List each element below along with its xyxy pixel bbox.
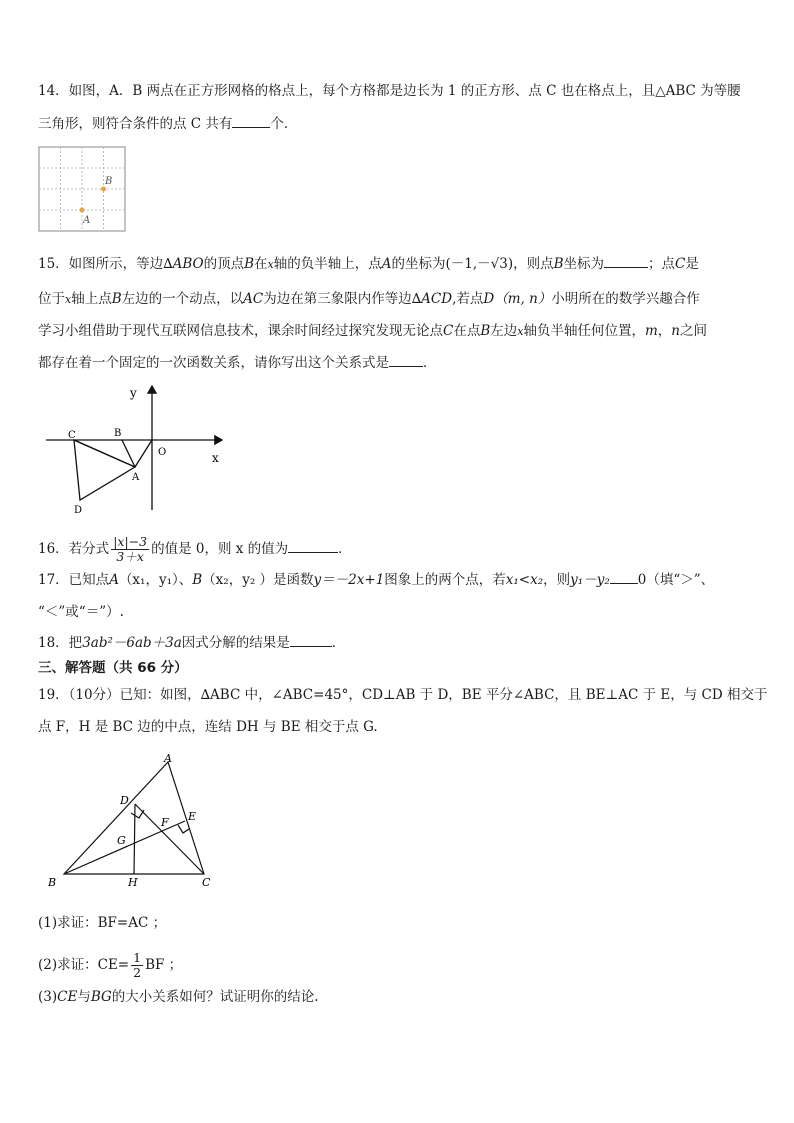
label-d: D [120, 794, 129, 807]
q15-blank-relation [389, 354, 423, 367]
q17-line1: 17．已知点A（x₁，y₁）、B（x₂，y₂ ）是函数y＝－2x+1图象上的两个点，若x₁<x₂，则y₁－y₂ 0（填“＞”、 [38, 572, 715, 588]
q15-line3: 学习小组借助于现代互联网信息技术，课余时间经过探究发现无论点C在点B左边x轴负半轴任何位置，m，n之间 [38, 323, 707, 339]
q17-line2: “＜”或“＝”）. [38, 604, 124, 620]
q19-part1: (1)求证：BF=AC ； [38, 915, 167, 931]
q15-blank-b [604, 255, 648, 268]
label-a: A [83, 215, 91, 226]
q14-text3: 个． [270, 116, 298, 132]
q19-line2: 点 F，H 是 BC 边的中点，连结 DH 与 BE 相交于点 G. [38, 719, 378, 735]
q14-line1 [38, 82, 741, 100]
q16-line: 16．若分式 $\frac{|x|-3}{3+x}$ 的值是 0，则 x 的值为 ． [38, 534, 352, 564]
label-c: C [202, 876, 211, 889]
q14-text2: 三角形，则符合条件的点 C 共有 [38, 116, 233, 132]
label-o: O [158, 447, 167, 458]
q14-line2 [38, 115, 297, 133]
point-a [80, 208, 85, 213]
label-b: B [48, 876, 57, 889]
q17-blank [610, 571, 638, 584]
q19-half-fraction: $\frac{1}{2}$ [133, 950, 142, 980]
triangle-abo [74, 440, 152, 467]
label-x: x [212, 451, 219, 465]
q14-answer-blank [232, 115, 270, 128]
section-heading: 三、解答题（共 66 分） [38, 660, 188, 676]
right-angle-e [178, 825, 189, 833]
label-a: A [132, 472, 140, 483]
q16-blank [288, 540, 338, 553]
label-y: y [130, 386, 137, 400]
label-d: D [74, 505, 83, 515]
label-c: C [68, 430, 76, 441]
label-b: B [105, 176, 113, 187]
q15-line1: 15．如图所示，等边∆ABO的顶点B在x轴的负半轴上，点A的坐标为(－1,－√3)，则点B坐标为 ；点C是 [38, 256, 699, 272]
q19-part3: (3)CE与BG的大小关系如何？试证明你的结论. [38, 989, 319, 1005]
label-f: F [161, 816, 169, 829]
point-b [101, 187, 106, 192]
label-h: H [128, 876, 138, 889]
label-e: E [188, 810, 197, 823]
q19-line1: 19．（10分）已知：如图，∆ABC 中，∠ABC=45°，CD⊥AB 于 D，BE 平分∠ABC，且 BE⊥AC 于 E，与 CD 相交于 [38, 687, 768, 703]
q19-part2: (2)求证：CE= $\frac{1}{2}$ BF ； [38, 950, 183, 980]
q14-text1: 14．如图，A．B 两点在正方形网格的格点上，每个方格都是边长为 1 的正方形、点 C 也在格点上，且△ABC 为等腰 [38, 83, 741, 99]
q16-fraction: $\frac{|x|-3}{3+x}$ [113, 534, 148, 564]
q19-figure [42, 752, 232, 892]
segment-ba [122, 440, 135, 467]
grid-lines [39, 147, 125, 231]
q18-line: 18．把3ab²－6ab＋3a因式分解的结果是 ． [38, 635, 346, 651]
q15-line2: 位于x轴上点B左边的一个动点，以AC为边在第三象限内作等边∆ACD,若点D（m, n）小明所在的数学兴趣合作 [38, 291, 700, 307]
label-a: A [164, 752, 172, 765]
q15-figure [42, 380, 232, 515]
label-g: G [117, 834, 126, 847]
q15-line4: 都存在着一个固定的一次函数关系，请你写出这个关系式是 ． [38, 355, 437, 371]
label-b: B [114, 428, 122, 439]
q14-grid-figure [38, 146, 128, 234]
q18-blank [290, 634, 332, 647]
